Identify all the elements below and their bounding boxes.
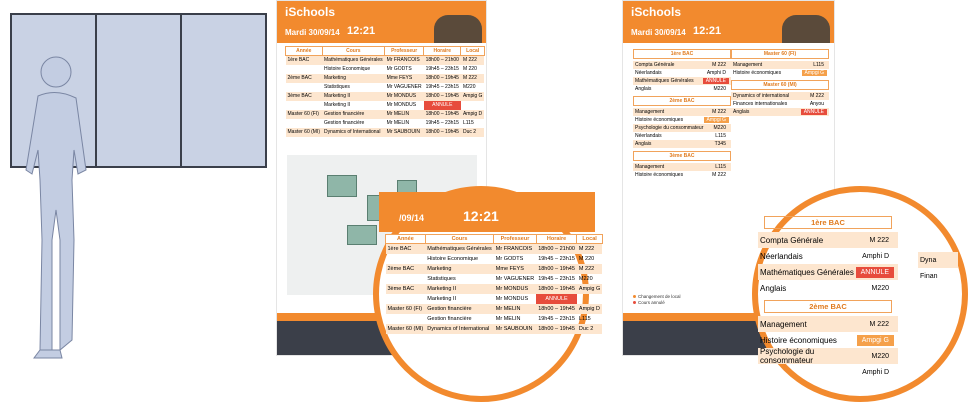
table-row xyxy=(386,314,603,324)
cell-annee xyxy=(386,254,426,264)
cell-cours: Gestion financière xyxy=(427,315,472,322)
column-header: Local xyxy=(577,235,602,244)
course-name: Mathématiques Générales xyxy=(760,267,854,277)
room-tag: Amphi D xyxy=(862,252,889,260)
group-header: 1ère BAC xyxy=(633,49,731,59)
room-tag: M 222 xyxy=(869,320,889,328)
column-header: Professeur xyxy=(385,47,424,56)
cell-local: M 220 xyxy=(578,255,595,262)
room-tag: M 222 xyxy=(712,109,726,115)
list-item xyxy=(633,116,731,124)
cell-local xyxy=(577,294,602,304)
course-name: Néerlandais xyxy=(635,133,662,139)
brand-title: iSchools xyxy=(631,5,682,19)
cell-local: M 222 xyxy=(577,264,602,274)
list-item xyxy=(633,108,731,116)
table-row xyxy=(386,254,603,264)
table-row xyxy=(286,56,485,65)
list-item xyxy=(758,248,898,264)
legend-dot-icon xyxy=(633,301,636,304)
list-item xyxy=(633,132,731,140)
table-row xyxy=(286,65,485,74)
list-item xyxy=(633,163,731,171)
cell-horaire: 18h00 – 19h45 xyxy=(538,305,575,312)
course-list-right xyxy=(731,46,829,116)
cell-prof: Mr MELIN xyxy=(495,315,521,322)
list-item xyxy=(633,124,731,132)
cell-annee: 3ème BAC xyxy=(286,92,323,101)
course-name: Histoire économiques xyxy=(635,117,684,123)
cell-local: Ampig D xyxy=(577,304,602,314)
room-tag: ANNULE xyxy=(856,267,894,278)
room-tag: L115 xyxy=(715,164,726,170)
room-tag: Ampgi G xyxy=(857,335,894,346)
cell-cours: Marketing II xyxy=(427,295,456,302)
cell-cours: Statistiques xyxy=(427,275,456,282)
cell-local: M220 xyxy=(462,84,476,90)
cell-annee xyxy=(386,274,426,284)
course-name: Anglais xyxy=(733,109,750,115)
list-item xyxy=(758,332,898,348)
table-row xyxy=(286,74,485,83)
room-tag: Ampgi G xyxy=(704,117,729,123)
cell-local: M 222 xyxy=(461,74,484,83)
cell-annee xyxy=(286,65,323,74)
cell-local: Ampig G xyxy=(462,93,483,99)
course-name: Management xyxy=(760,319,807,329)
column-header: Cours xyxy=(425,235,494,244)
table-row xyxy=(386,244,603,254)
column-header: Horaire xyxy=(536,235,577,244)
cell-prof: Mr MONDUS xyxy=(495,295,529,302)
cell-cours: Dynamics of International xyxy=(322,128,385,137)
cell-annee: 3ème BAC xyxy=(386,284,426,294)
cell-prof: Mr FRANCOIS xyxy=(494,244,536,254)
cell-annee xyxy=(286,83,323,92)
column-header: Année xyxy=(286,47,323,56)
table-row xyxy=(286,110,485,119)
list-item xyxy=(731,61,829,69)
cell-horaire: 18h00 – 19h45 xyxy=(425,75,459,81)
list-item xyxy=(731,108,829,116)
course-name: Finances internationales xyxy=(733,101,788,107)
cell-annee xyxy=(286,119,323,128)
cell-local: Ampig G xyxy=(578,285,601,292)
list-item xyxy=(918,252,958,268)
list-item xyxy=(758,348,898,364)
room-tag: Amphi D xyxy=(862,368,889,376)
cell-local: Duc 2 xyxy=(461,128,484,137)
table-row xyxy=(286,101,485,110)
cell-cours: Statistiques xyxy=(324,84,350,90)
room-tag: Anyou xyxy=(809,101,824,107)
cell-annee xyxy=(386,314,426,324)
cell-prof: Mme FEYS xyxy=(494,264,536,274)
column-header: Professeur xyxy=(494,235,536,244)
room-tag: M 222 xyxy=(712,172,726,178)
course-name: Histoire économiques xyxy=(733,70,782,76)
cell-cours: Histoire Economique xyxy=(427,255,479,262)
course-list-zoom-side xyxy=(918,252,958,284)
list-item xyxy=(731,100,829,108)
list-item xyxy=(918,268,958,284)
course-name: Psychologie du consommateur xyxy=(635,125,704,131)
cell-cours: Marketing xyxy=(322,74,385,83)
cell-prof: Mr MELIN xyxy=(385,110,424,119)
cell-annee: Master 60 (MI) xyxy=(387,325,424,332)
cell-horaire: 18h00 – 19h45 xyxy=(538,325,575,332)
list-item xyxy=(758,280,898,296)
cell-horaire: ANNULE xyxy=(536,294,577,304)
cell-local: L115 xyxy=(462,120,474,126)
room-tag: M 222 xyxy=(810,93,824,99)
zoom-circle-table xyxy=(373,186,601,402)
list-item xyxy=(758,364,898,380)
list-item xyxy=(633,61,731,69)
cell-cours: Marketing xyxy=(425,264,494,274)
cell-horaire: 19h45 – 23h15 xyxy=(538,275,575,282)
cell-cours: Marketing II xyxy=(322,92,385,101)
cell-local: Duc 2 xyxy=(577,324,602,334)
cell-prof: Mr SAUBOUIN xyxy=(385,128,424,137)
list-item xyxy=(633,171,731,179)
course-name: Dyna xyxy=(920,256,937,264)
course-name: Management xyxy=(635,109,665,115)
kiosk-header xyxy=(277,1,486,43)
cell-local: Ampig D xyxy=(461,110,484,119)
cell-horaire: 19h45 – 23h15 xyxy=(538,255,575,262)
legend-label: Cours annulé xyxy=(638,300,665,305)
group-header: 2ème BAC xyxy=(633,96,731,106)
graduates-photo xyxy=(782,15,830,43)
legend xyxy=(633,294,681,306)
room-tag: L115 xyxy=(715,133,726,139)
list-item xyxy=(758,264,898,280)
cell-prof: Mr VAGUENER xyxy=(495,275,535,282)
column-header: Local xyxy=(461,47,484,56)
schedule-table-zoom xyxy=(385,234,603,334)
cell-horaire: 18h00 – 21h00 xyxy=(425,57,459,64)
cell-horaire: 19h45 – 23h15 xyxy=(425,84,459,90)
date-label: /09/14 xyxy=(399,213,425,223)
table-row xyxy=(386,324,603,334)
course-name: Management xyxy=(635,164,665,170)
list-item xyxy=(758,232,898,248)
cell-horaire: 18h00 – 19h45 xyxy=(538,265,575,272)
room-tag: M 222 xyxy=(869,236,889,244)
cell-horaire: 18h00 – 21h00 xyxy=(536,244,577,254)
graduates-photo xyxy=(434,15,482,43)
cell-cours: Marketing II xyxy=(425,284,494,294)
group-header: 1ère BAC xyxy=(764,216,892,229)
zoom-circle-list xyxy=(752,186,968,402)
room-tag: L115 xyxy=(813,62,824,68)
list-item xyxy=(758,316,898,332)
cell-annee: Master 60 (FI) xyxy=(286,110,323,119)
list-item xyxy=(731,69,829,77)
table-row xyxy=(386,284,603,294)
cell-horaire: 19h45 – 23h15 xyxy=(425,120,459,126)
cell-annee: 2ème BAC xyxy=(386,264,426,274)
course-name: Anglais xyxy=(635,141,652,147)
table-row xyxy=(286,92,485,101)
course-name: Néerlandais xyxy=(635,70,662,76)
cell-annee xyxy=(386,294,426,304)
course-name: Histoire économiques xyxy=(760,335,837,345)
cell-annee: 1ère BAC xyxy=(386,244,426,254)
course-name: Anglais xyxy=(635,86,652,92)
cell-horaire: 18h00 – 19h45 xyxy=(425,129,459,135)
cell-cours: Dynamics of International xyxy=(425,324,494,334)
cell-prof: Mr GODTS xyxy=(495,255,524,262)
clock-label: 12:21 xyxy=(463,208,499,224)
course-name: Finan xyxy=(920,272,938,280)
group-header: Master 60 (MI) xyxy=(731,80,829,90)
clock-label: 12:21 xyxy=(347,25,376,37)
map-building xyxy=(347,225,377,245)
table-row xyxy=(386,294,603,304)
table-row xyxy=(386,304,603,314)
group-header: 2ème BAC xyxy=(764,300,892,313)
list-item xyxy=(633,69,731,77)
room-tag: T345 xyxy=(714,141,726,147)
course-name: Management xyxy=(733,62,763,68)
legend-label: Changement de local xyxy=(638,294,681,299)
wall-panel xyxy=(180,13,267,168)
room-tag: ANNULE xyxy=(801,109,827,115)
group-header: 3ème BAC xyxy=(633,151,731,161)
cell-cours: Mathématiques Générales xyxy=(324,57,383,64)
course-name: Anglais xyxy=(760,283,787,293)
table-row xyxy=(286,83,485,92)
course-list-left xyxy=(633,46,731,179)
cell-prof: Mr MELIN xyxy=(494,304,536,314)
cell-cours: Histoire Economique xyxy=(324,66,371,72)
map-building xyxy=(327,175,357,197)
cell-horaire: 18h00 – 19h45 xyxy=(425,93,459,99)
list-item xyxy=(633,77,731,85)
room-tag: M220 xyxy=(713,86,726,92)
course-name: Néerlandais xyxy=(760,251,803,261)
legend-dot-icon xyxy=(633,295,636,298)
cell-annee: Master 60 (MI) xyxy=(287,129,321,135)
room-tag: M220 xyxy=(871,352,889,360)
column-header: Année xyxy=(386,235,426,244)
course-name: Psychologie du consommateur xyxy=(760,347,815,365)
clock-label: 12:21 xyxy=(693,25,722,37)
cell-local: M 220 xyxy=(462,66,477,72)
date-label: Mardi 30/09/14 xyxy=(285,28,340,37)
cell-horaire: 18h00 – 19h45 xyxy=(425,111,459,117)
table-row xyxy=(286,128,485,137)
course-name: Compta Générale xyxy=(760,235,824,245)
cell-prof: Mr MONDUS xyxy=(386,102,417,108)
cell-horaire: ANNULE xyxy=(424,101,461,110)
column-header: Horaire xyxy=(424,47,461,56)
cell-annee: Master 60 (FI) xyxy=(386,304,426,314)
kiosk-header xyxy=(623,1,834,43)
course-name: Compta Générale xyxy=(635,62,675,68)
cell-horaire: 18h00 – 19h45 xyxy=(538,285,575,292)
room-tag: Ampgi G xyxy=(802,70,827,76)
schedule-table xyxy=(285,46,485,137)
course-list-zoom xyxy=(758,212,898,380)
room-tag: ANNULE xyxy=(703,78,729,84)
table-row xyxy=(286,119,485,128)
course-name: Histoire économiques xyxy=(635,172,684,178)
room-tag: M220 xyxy=(871,284,889,292)
cell-cours: Gestion financière xyxy=(322,110,385,119)
cell-horaire: 19h45 – 23h15 xyxy=(538,315,575,322)
list-item xyxy=(633,140,731,148)
cell-cours: Marketing II xyxy=(324,102,351,108)
cell-prof: Mr MONDUS xyxy=(385,92,424,101)
person-silhouette xyxy=(14,50,114,370)
table-row xyxy=(386,264,603,274)
cell-annee: 1ère BAC xyxy=(286,56,323,65)
cell-prof: Mr GODTS xyxy=(386,66,412,72)
room-tag: Amphi D xyxy=(706,70,726,76)
course-name: Dynamics of international xyxy=(733,93,790,99)
cell-local: L115 xyxy=(578,315,591,322)
cell-prof: Mr MONDUS xyxy=(494,284,536,294)
group-header: Master 60 (FI) xyxy=(731,49,829,59)
cell-prof: Mr VAGUENER xyxy=(386,84,422,90)
column-header: Cours xyxy=(322,47,385,56)
cell-annee xyxy=(286,101,323,110)
date-label: Mardi 30/09/14 xyxy=(631,28,686,37)
cell-annee: 2ème BAC xyxy=(286,74,323,83)
cell-cours: Mathématiques Générales xyxy=(425,244,494,254)
cell-cours: Gestion financière xyxy=(425,304,494,314)
cell-prof: Mr SAUBOUIN xyxy=(494,324,536,334)
cell-prof: Mr MELIN xyxy=(386,120,410,126)
cell-horaire: 19h45 – 23h15 xyxy=(425,66,459,72)
room-tag: M220 xyxy=(713,125,726,131)
table-row xyxy=(386,274,603,284)
cell-local: M 222 xyxy=(461,56,484,65)
course-name: Mathématiques Générales xyxy=(635,78,694,84)
cell-local xyxy=(461,101,484,110)
cell-cours: Gestion financière xyxy=(324,120,365,126)
cell-prof: Mme FEYS xyxy=(385,74,424,83)
list-item xyxy=(633,85,731,93)
list-item xyxy=(731,92,829,100)
brand-title: iSchools xyxy=(285,5,336,19)
cell-local: M 222 xyxy=(577,244,602,254)
cell-prof: Mr FRANCOIS xyxy=(385,56,424,65)
cell-local: M220 xyxy=(578,275,593,282)
zoom-header xyxy=(379,192,595,232)
room-tag: M 222 xyxy=(712,62,726,68)
